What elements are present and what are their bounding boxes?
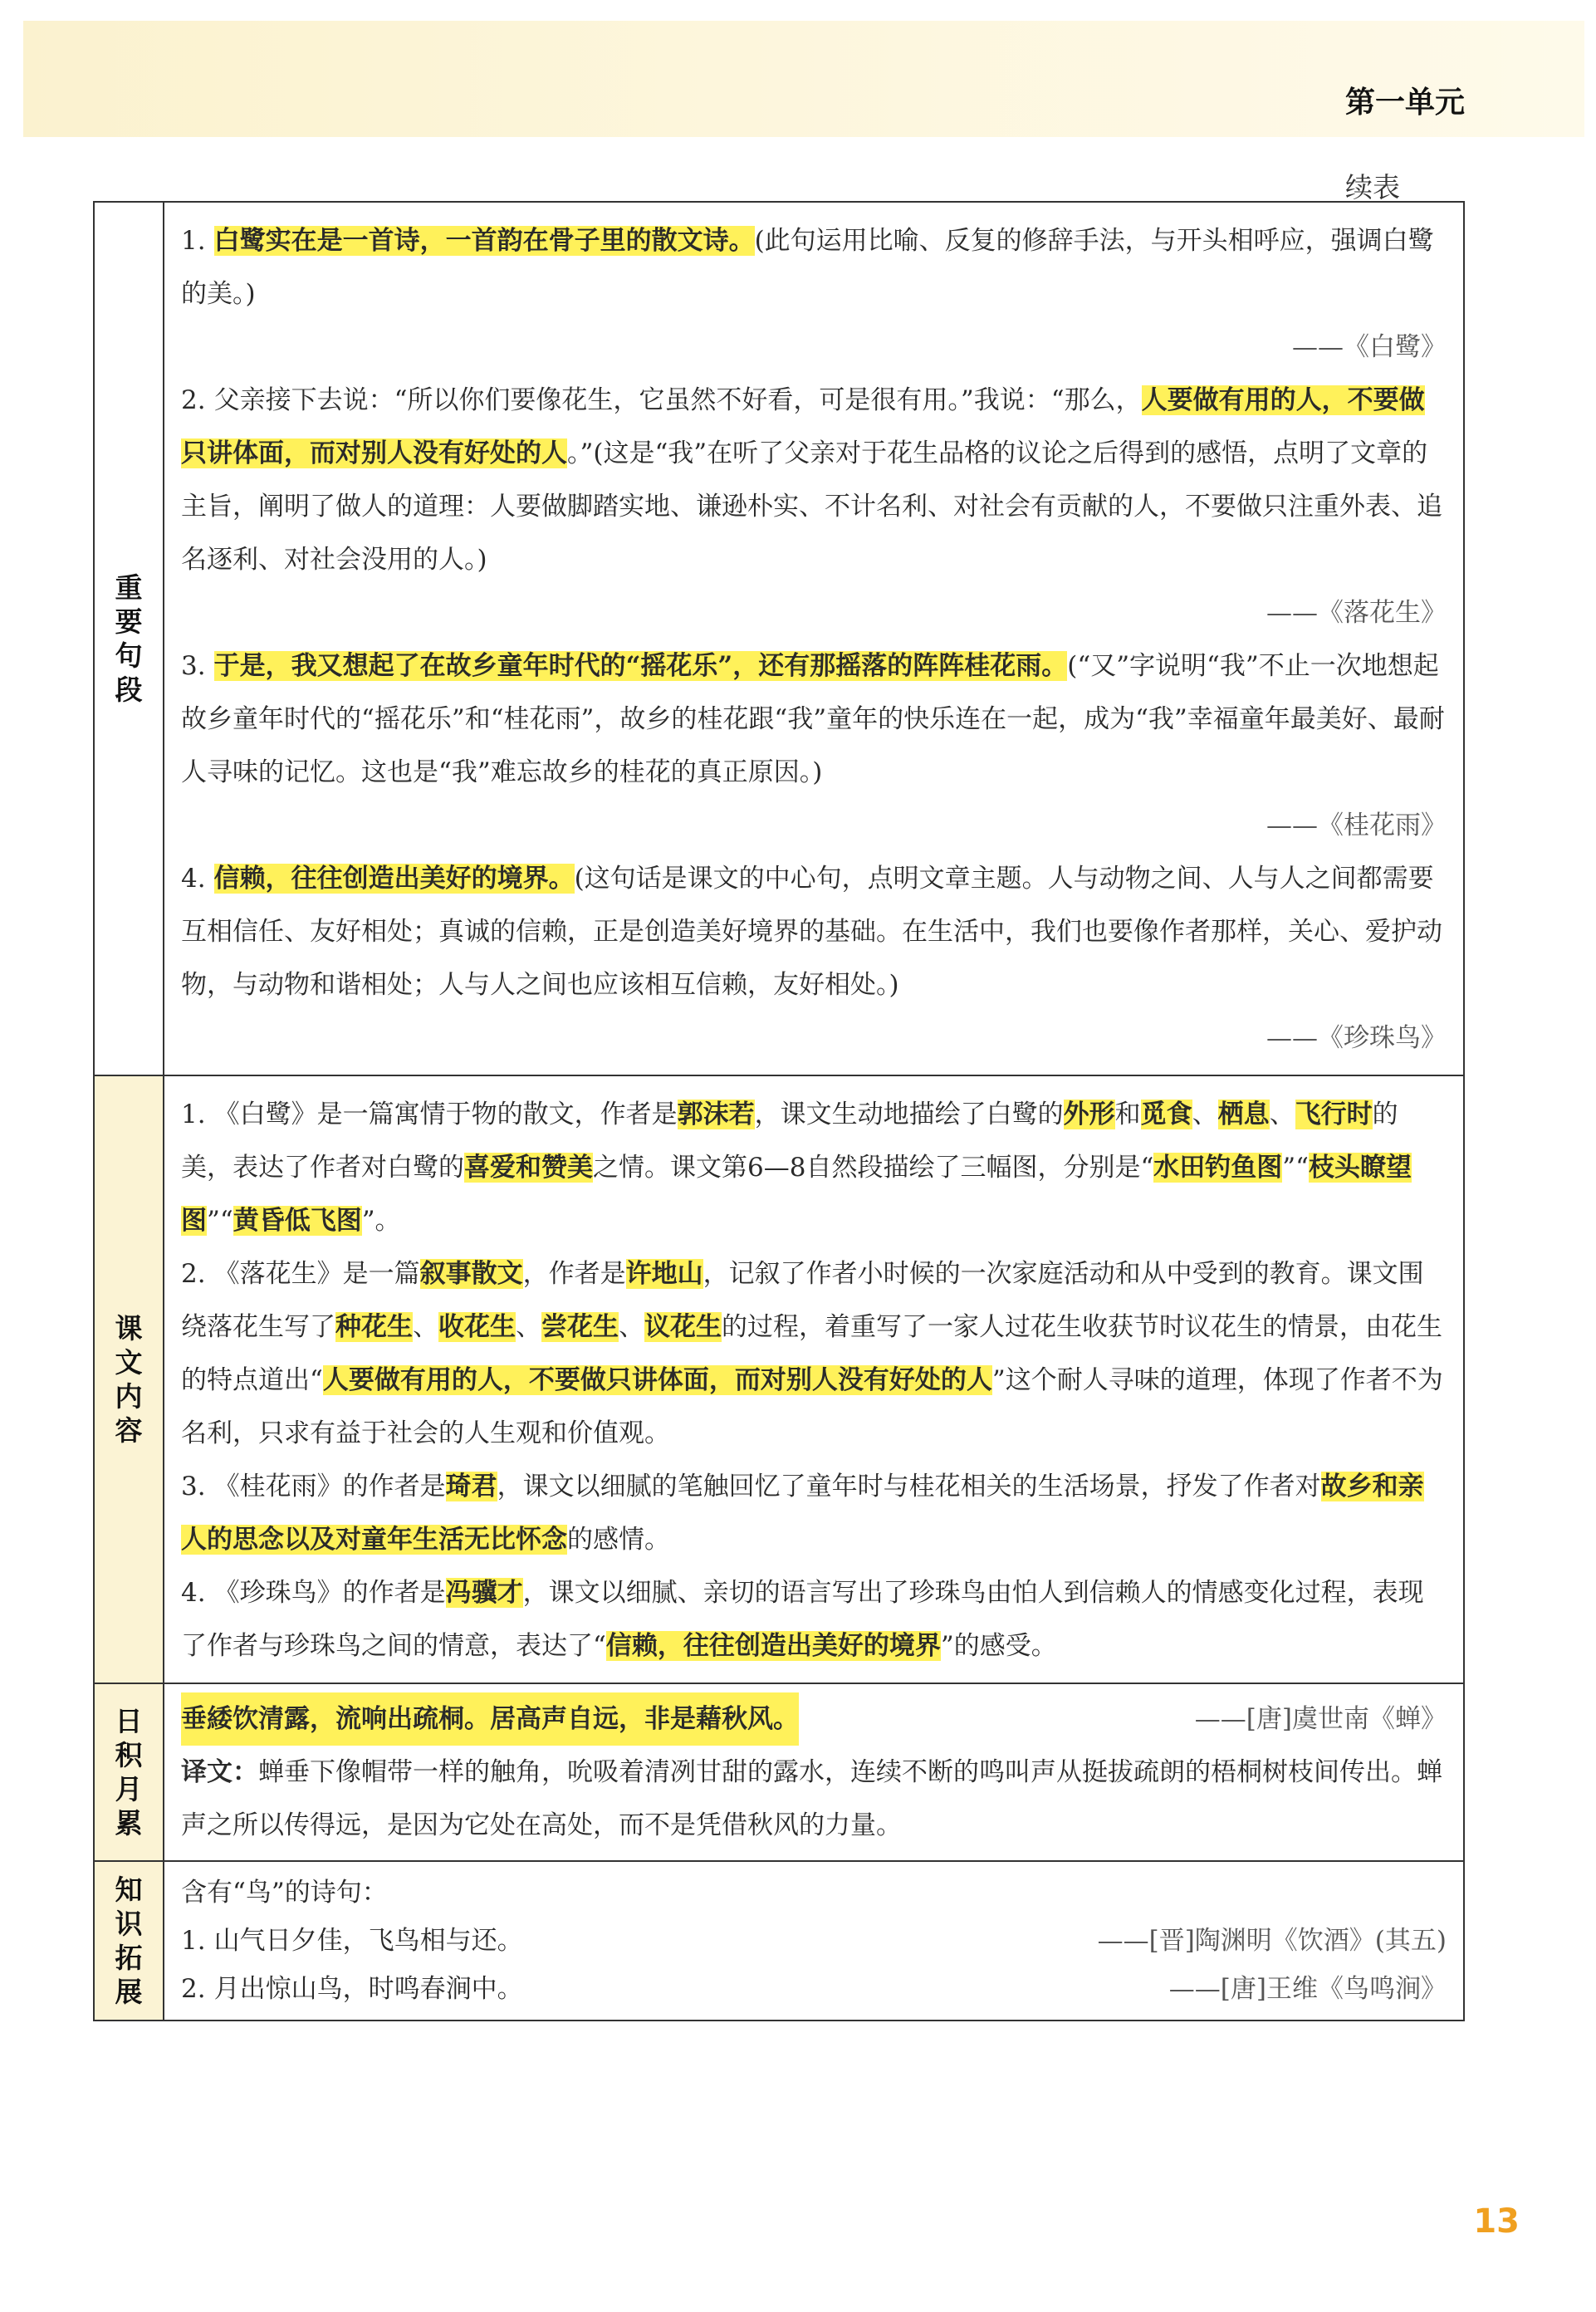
important-item-1: 1. 白鹭实在是一首诗，一首韵在骨子里的散文诗。(此句运用比喻、反复的修辞手法，与开头相呼应，强调白鹭的美。) ——《白鹭》 bbox=[181, 214, 1447, 374]
important-item-4: 4. 信赖，往往创造出美好的境界。(这句话是课文的中心句，点明文章主题。人与动物之间、人与人之间都需要互相信任、友好相处；真诚的信赖，正是创造美好境界的基础。在生活中，我们也要像作者那样，关心、爱护动物，与动物和谐相处；人与人之间也应该相互信赖，友好相处。) ——《珍珠鸟》 bbox=[181, 852, 1447, 1065]
source: ——《白鹭》 bbox=[1292, 332, 1447, 362]
important-content bbox=[164, 203, 1463, 1075]
label-important: 重要句段 bbox=[95, 203, 164, 1075]
summary-table bbox=[93, 201, 1465, 2021]
row-daily bbox=[95, 1684, 1463, 1862]
source: ——《桂花雨》 bbox=[1266, 811, 1447, 840]
extend-intro: 含有“鸟”的诗句： bbox=[181, 1878, 388, 1908]
content-item-1: 1. 《白鹭》是一篇寓情于物的散文，作者是郭沫若，课文生动地描绘了白鹭的外形和觅食、栖息、飞行时的美，表达了作者对白鹭的喜爱和赞美之情。课文第6—8自然段描绘了三幅图，分别是“水田钓鱼图”“枝头瞭望图”“黄昏低飞图”。 bbox=[181, 1100, 1412, 1236]
source: ——《落花生》 bbox=[1266, 598, 1447, 628]
continued-label: 续表 bbox=[1345, 171, 1400, 203]
extend-item-1: 1. 山气日夕佳，飞鸟相与还。 ——[晋]陶渊明《饮酒》(其五) bbox=[181, 1926, 1447, 1956]
label-content: 课文内容 bbox=[95, 1076, 164, 1683]
unit-title: 第一单元 bbox=[1344, 86, 1465, 120]
page-number: 13 bbox=[1473, 2202, 1520, 2241]
daily-poem: 垂緌饮清露，流响出疏桐。居高声自远，非是藉秋风。 bbox=[181, 1692, 799, 1746]
row-content bbox=[95, 1076, 1463, 1684]
source: ——《珍珠鸟》 bbox=[1266, 1023, 1447, 1053]
extend-item-2: 2. 月出惊山鸟，时鸣春涧中。 ——[唐]王维《鸟鸣涧》 bbox=[181, 1974, 1447, 2004]
content-item-2: 2. 《落花生》是一篇叙事散文，作者是许地山，记叙了作者小时候的一次家庭活动和从中受到的教育。课文围绕落花生写了种花生、收花生、尝花生、议花生的过程，着重写了一家人过花生收获节时议花生的情景，由花生的特点道出“人要做有用的人，不要做只讲体面，而对别人没有好处的人”这个耐人寻味的道理，体现了作者不为名利，只求有益于社会的人生观和价值观。 bbox=[181, 1259, 1443, 1448]
important-item-3: 3. 于是，我又想起了在故乡童年时代的“摇花乐”，还有那摇落的阵阵桂花雨。(“又”字说明“我”不止一次地想起故乡童年时代的“摇花乐”和“桂花雨”，故乡的桂花跟“我”童年的快乐连在一起，成为“我”幸福童年最美好、最耐人寻味的记忆。这也是“我”难忘故乡的桂花的真正原因。) ——《桂花雨》 bbox=[181, 639, 1447, 852]
row-extend bbox=[95, 1862, 1463, 2020]
row-important bbox=[95, 203, 1463, 1076]
extend-content bbox=[164, 1862, 1463, 2020]
daily-source: ——[唐]虞世南《蝉》 bbox=[1194, 1704, 1447, 1734]
label-daily: 日积月累 bbox=[95, 1684, 164, 1860]
label-extend: 知识拓展 bbox=[95, 1862, 164, 2020]
daily-content bbox=[164, 1684, 1463, 1860]
content-items bbox=[164, 1076, 1463, 1683]
content-item-4: 4. 《珍珠鸟》的作者是冯骥才，课文以细腻、亲切的语言写出了珍珠鸟由怕人到信赖人的情感变化过程，表现了作者与珍珠鸟之间的情意，表达了“信赖，往往创造出美好的境界”的感受。 bbox=[181, 1578, 1424, 1661]
content-item-3: 3. 《桂花雨》的作者是琦君，课文以细腻的笔触回忆了童年时与桂花相关的生活场景，抒发了作者对故乡和亲人的思念以及对童年生活无比怀念的感情。 bbox=[181, 1472, 1424, 1555]
daily-translation: 译文：蝉垂下像帽带一样的触角，吮吸着清冽甘甜的露水，连续不断的鸣叫声从挺拔疏朗的梧桐树枝间传出。蝉声之所以传得远，是因为它处在高处，而不是凭借秋风的力量。 bbox=[181, 1757, 1442, 1840]
important-item-2: 2. 父亲接下去说：“所以你们要像花生，它虽然不好看，可是很有用。”我说：“那么，人要做有用的人，不要做只讲体面，而对别人没有好处的人。”(这是“我”在听了父亲对于花生品格的议论之后得到的感悟，点明了文章的主旨，阐明了做人的道理：人要做脚踏实地、谦逊朴实、不计名利、对社会有贡献的人，不要做只注重外表、追名逐利、对社会没用的人。) ——《落花生》 bbox=[181, 374, 1447, 639]
